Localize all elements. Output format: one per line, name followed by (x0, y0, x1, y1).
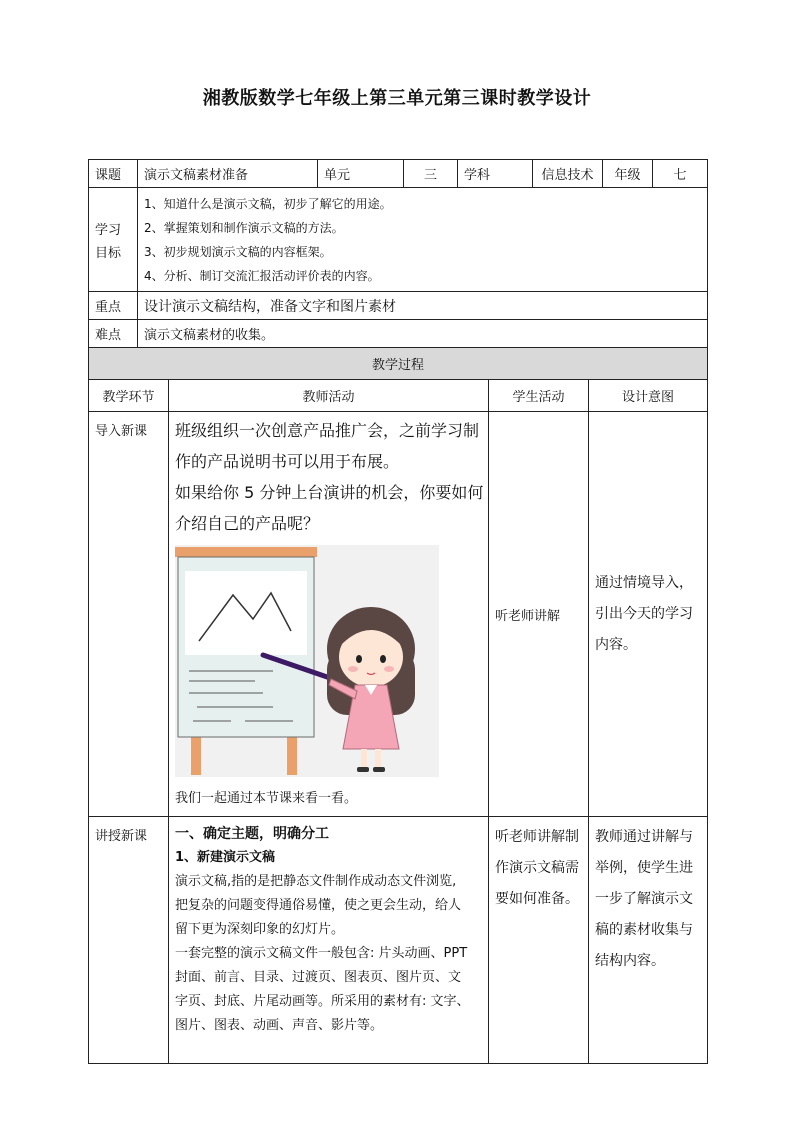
student-activity-cell: 听老师讲解制 作演示文稿需 要如何准备。 (489, 817, 589, 1064)
page-title: 湘教版数学七年级上第三单元第三课时教学设计 (202, 88, 592, 109)
key-point-value: 设计演示文稿结构，准备文字和图片素材 (138, 292, 708, 320)
subject-value: 信息技术 (533, 160, 603, 188)
difficulty-value: 演示文稿素材的收集。 (138, 320, 708, 348)
lesson-info-table (88, 159, 708, 348)
teacher-activity-cell: 一、确定主题，明确分工 1、新建演示文稿 演示文稿,指的是把静态文件制作成动态文件浏览, 把复杂的问题变得通俗易懂，使之更会生动，给人 留下更为深刻印象的幻灯片。 一套完整的演示文稿文件一般包含: 片头动画、PPT 封面、前言、目录、过渡页、图表页、图片页、文 字页、封底、片尾动画等。所采用的素材有: 文字、 图片、图表、动画、声音、影片等。 (169, 817, 489, 1064)
column-header-intent: 设计意图 (589, 380, 708, 412)
column-header-stage: 教学环节 (89, 380, 169, 412)
grade-value: 七 (653, 160, 708, 188)
subject-label: 学科 (458, 160, 533, 188)
topic-value: 演示文稿素材准备 (138, 160, 318, 188)
grade-label: 年级 (603, 160, 653, 188)
goal-item: 3、初步规划演示文稿的内容框架。 (144, 244, 332, 259)
design-intent-cell: 教师通过讲解与 举例，使学生进 一步了解演示文 稿的素材收集与 结构内容。 (589, 817, 708, 1064)
teacher-closing-line: 我们一起通过本节课来看一看。 (175, 791, 358, 806)
stage-cell: 导入新课 (89, 412, 169, 817)
unit-value: 三 (404, 160, 458, 188)
goal-item: 4、分析、制订交流汇报活动评价表的内容。 (144, 268, 380, 283)
goals-label: 学习 目标 (89, 188, 138, 292)
column-header-teacher: 教师活动 (169, 380, 489, 412)
process-header: 教学过程 (89, 348, 708, 380)
column-header-student: 学生活动 (489, 380, 589, 412)
section-heading: 一、确定主题，明确分工 (175, 826, 329, 842)
key-point-label: 重点 (89, 292, 138, 320)
goal-item: 2、掌握策划和制作演示文稿的方法。 (144, 220, 344, 235)
topic-label: 课题 (89, 160, 138, 188)
unit-label: 单元 (318, 160, 404, 188)
teacher-activity-cell: 班级组织一次创意产品推广会，之前学习制 作的产品说明书可以用于布展。 如果给你 5 分钟上台演讲的机会，你要如何 介绍自己的产品呢？ 我们一起通过本节课来看一看。 (169, 412, 489, 817)
process-table (88, 347, 708, 1064)
design-intent-cell: 通过情境导入， 引出今天的学习 内容。 (589, 412, 708, 817)
teacher-pointing-board-illustration (175, 545, 439, 777)
student-activity-cell: 听老师讲解 (489, 412, 589, 817)
difficulty-label: 难点 (89, 320, 138, 348)
stage-cell: 讲授新课 (89, 817, 169, 1064)
goal-item: 1、知道什么是演示文稿，初步了解它的用途。 (144, 196, 392, 211)
subsection-heading: 1、新建演示文稿 (175, 850, 276, 865)
goals-list (138, 188, 708, 292)
